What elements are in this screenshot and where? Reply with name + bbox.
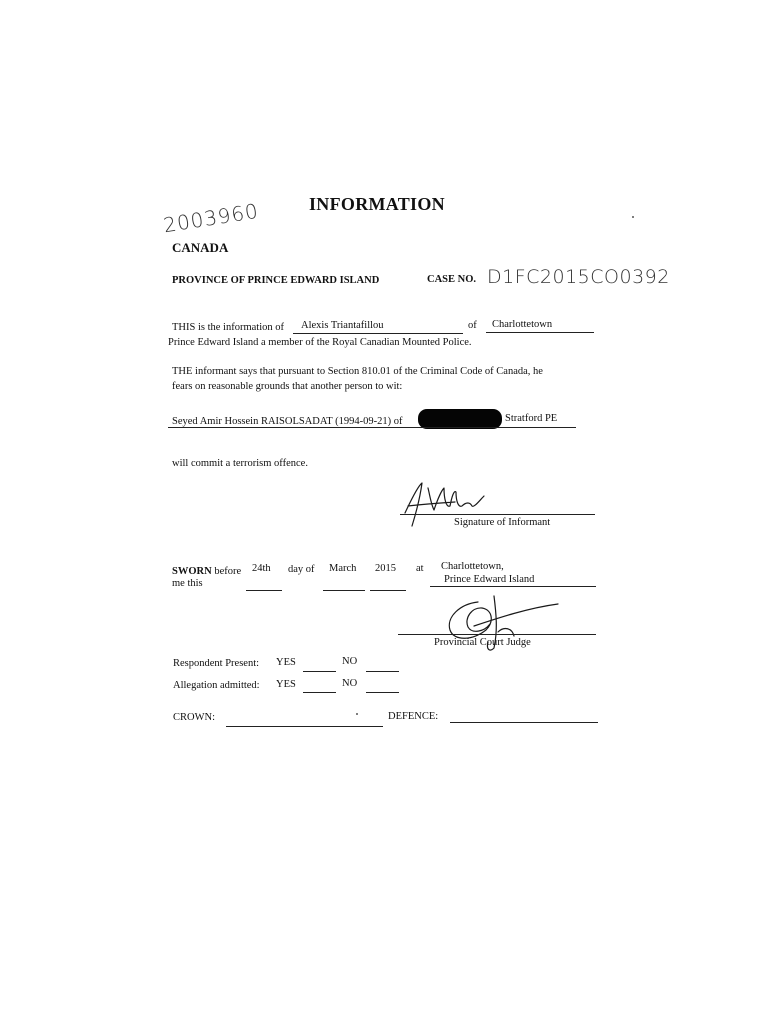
informant-prefix: THIS is the information of (172, 322, 284, 333)
sworn-day-line (246, 590, 282, 591)
sworn-month-line (323, 590, 365, 591)
sworn-place-line-2: Prince Edward Island (444, 574, 535, 585)
informant-name: Alexis Triantafillou (301, 320, 384, 331)
case-number-label: CASE NO. (427, 274, 477, 285)
subject-location: Stratford PE (505, 413, 558, 424)
document-title: INFORMATION (309, 194, 445, 214)
crown-line (226, 726, 383, 727)
sworn-me-this: me this (172, 578, 203, 589)
sworn-day: 24th (252, 563, 271, 574)
allegation-admitted-no-line (366, 692, 399, 693)
respondent-present-yes-line (303, 671, 336, 672)
defence-label: DEFENCE: (388, 711, 439, 722)
judge-label: Provincial Court Judge (434, 637, 531, 648)
scan-speck (356, 713, 358, 715)
sworn-year-line (370, 590, 406, 591)
allegation-admitted-no: NO (342, 678, 358, 689)
crown-label: CROWN: (173, 712, 215, 723)
country-heading: CANADA (172, 240, 229, 255)
sworn-place-line-1: Charlottetown, (441, 561, 504, 572)
respondent-present-no-line (366, 671, 399, 672)
informant-continuation: Prince Edward Island a member of the Royal Canadian Mounted Police. (168, 337, 472, 348)
sworn-month: March (329, 563, 357, 574)
subject-line (168, 427, 576, 428)
respondent-present-yes: YES (276, 657, 296, 668)
informant-location-line (486, 332, 594, 333)
province-heading: PROVINCE OF PRINCE EDWARD ISLAND (172, 275, 380, 286)
informant-location: Charlottetown (492, 319, 553, 330)
informant-signature-label: Signature of Informant (454, 517, 551, 528)
informant-signature-line (400, 514, 595, 515)
statement-line-2: fears on reasonable grounds that another person to wit: (172, 381, 403, 392)
informant-name-line (293, 333, 463, 334)
scan-speck (632, 216, 634, 218)
offence-text: will commit a terrorism offence. (172, 458, 308, 469)
handwritten-file-number: 2003960 (161, 198, 261, 238)
case-number-value: D1FC2015CO0392 (487, 266, 670, 288)
sworn-label: SWORN (172, 566, 212, 577)
informant-of-label: of (468, 320, 477, 331)
respondent-present-label: Respondent Present: (173, 658, 260, 669)
allegation-admitted-label: Allegation admitted: (173, 680, 260, 691)
allegation-admitted-yes: YES (276, 679, 296, 690)
sworn-before: before (214, 566, 242, 577)
sworn-at: at (416, 563, 424, 574)
respondent-present-no: NO (342, 656, 358, 667)
judge-signature-line (398, 634, 596, 635)
sworn-day-of: day of (288, 564, 315, 575)
sworn-year: 2015 (375, 563, 396, 574)
redaction-block (418, 409, 502, 429)
allegation-admitted-yes-line (303, 692, 336, 693)
subject-name: Seyed Amir Hossein RAISOLSADAT (1994-09-21) of (172, 416, 403, 427)
defence-line (450, 722, 598, 723)
sworn-place-line (430, 586, 596, 587)
statement-line-1: THE informant says that pursuant to Section 810.01 of the Criminal Code of Canada, he (172, 366, 543, 377)
